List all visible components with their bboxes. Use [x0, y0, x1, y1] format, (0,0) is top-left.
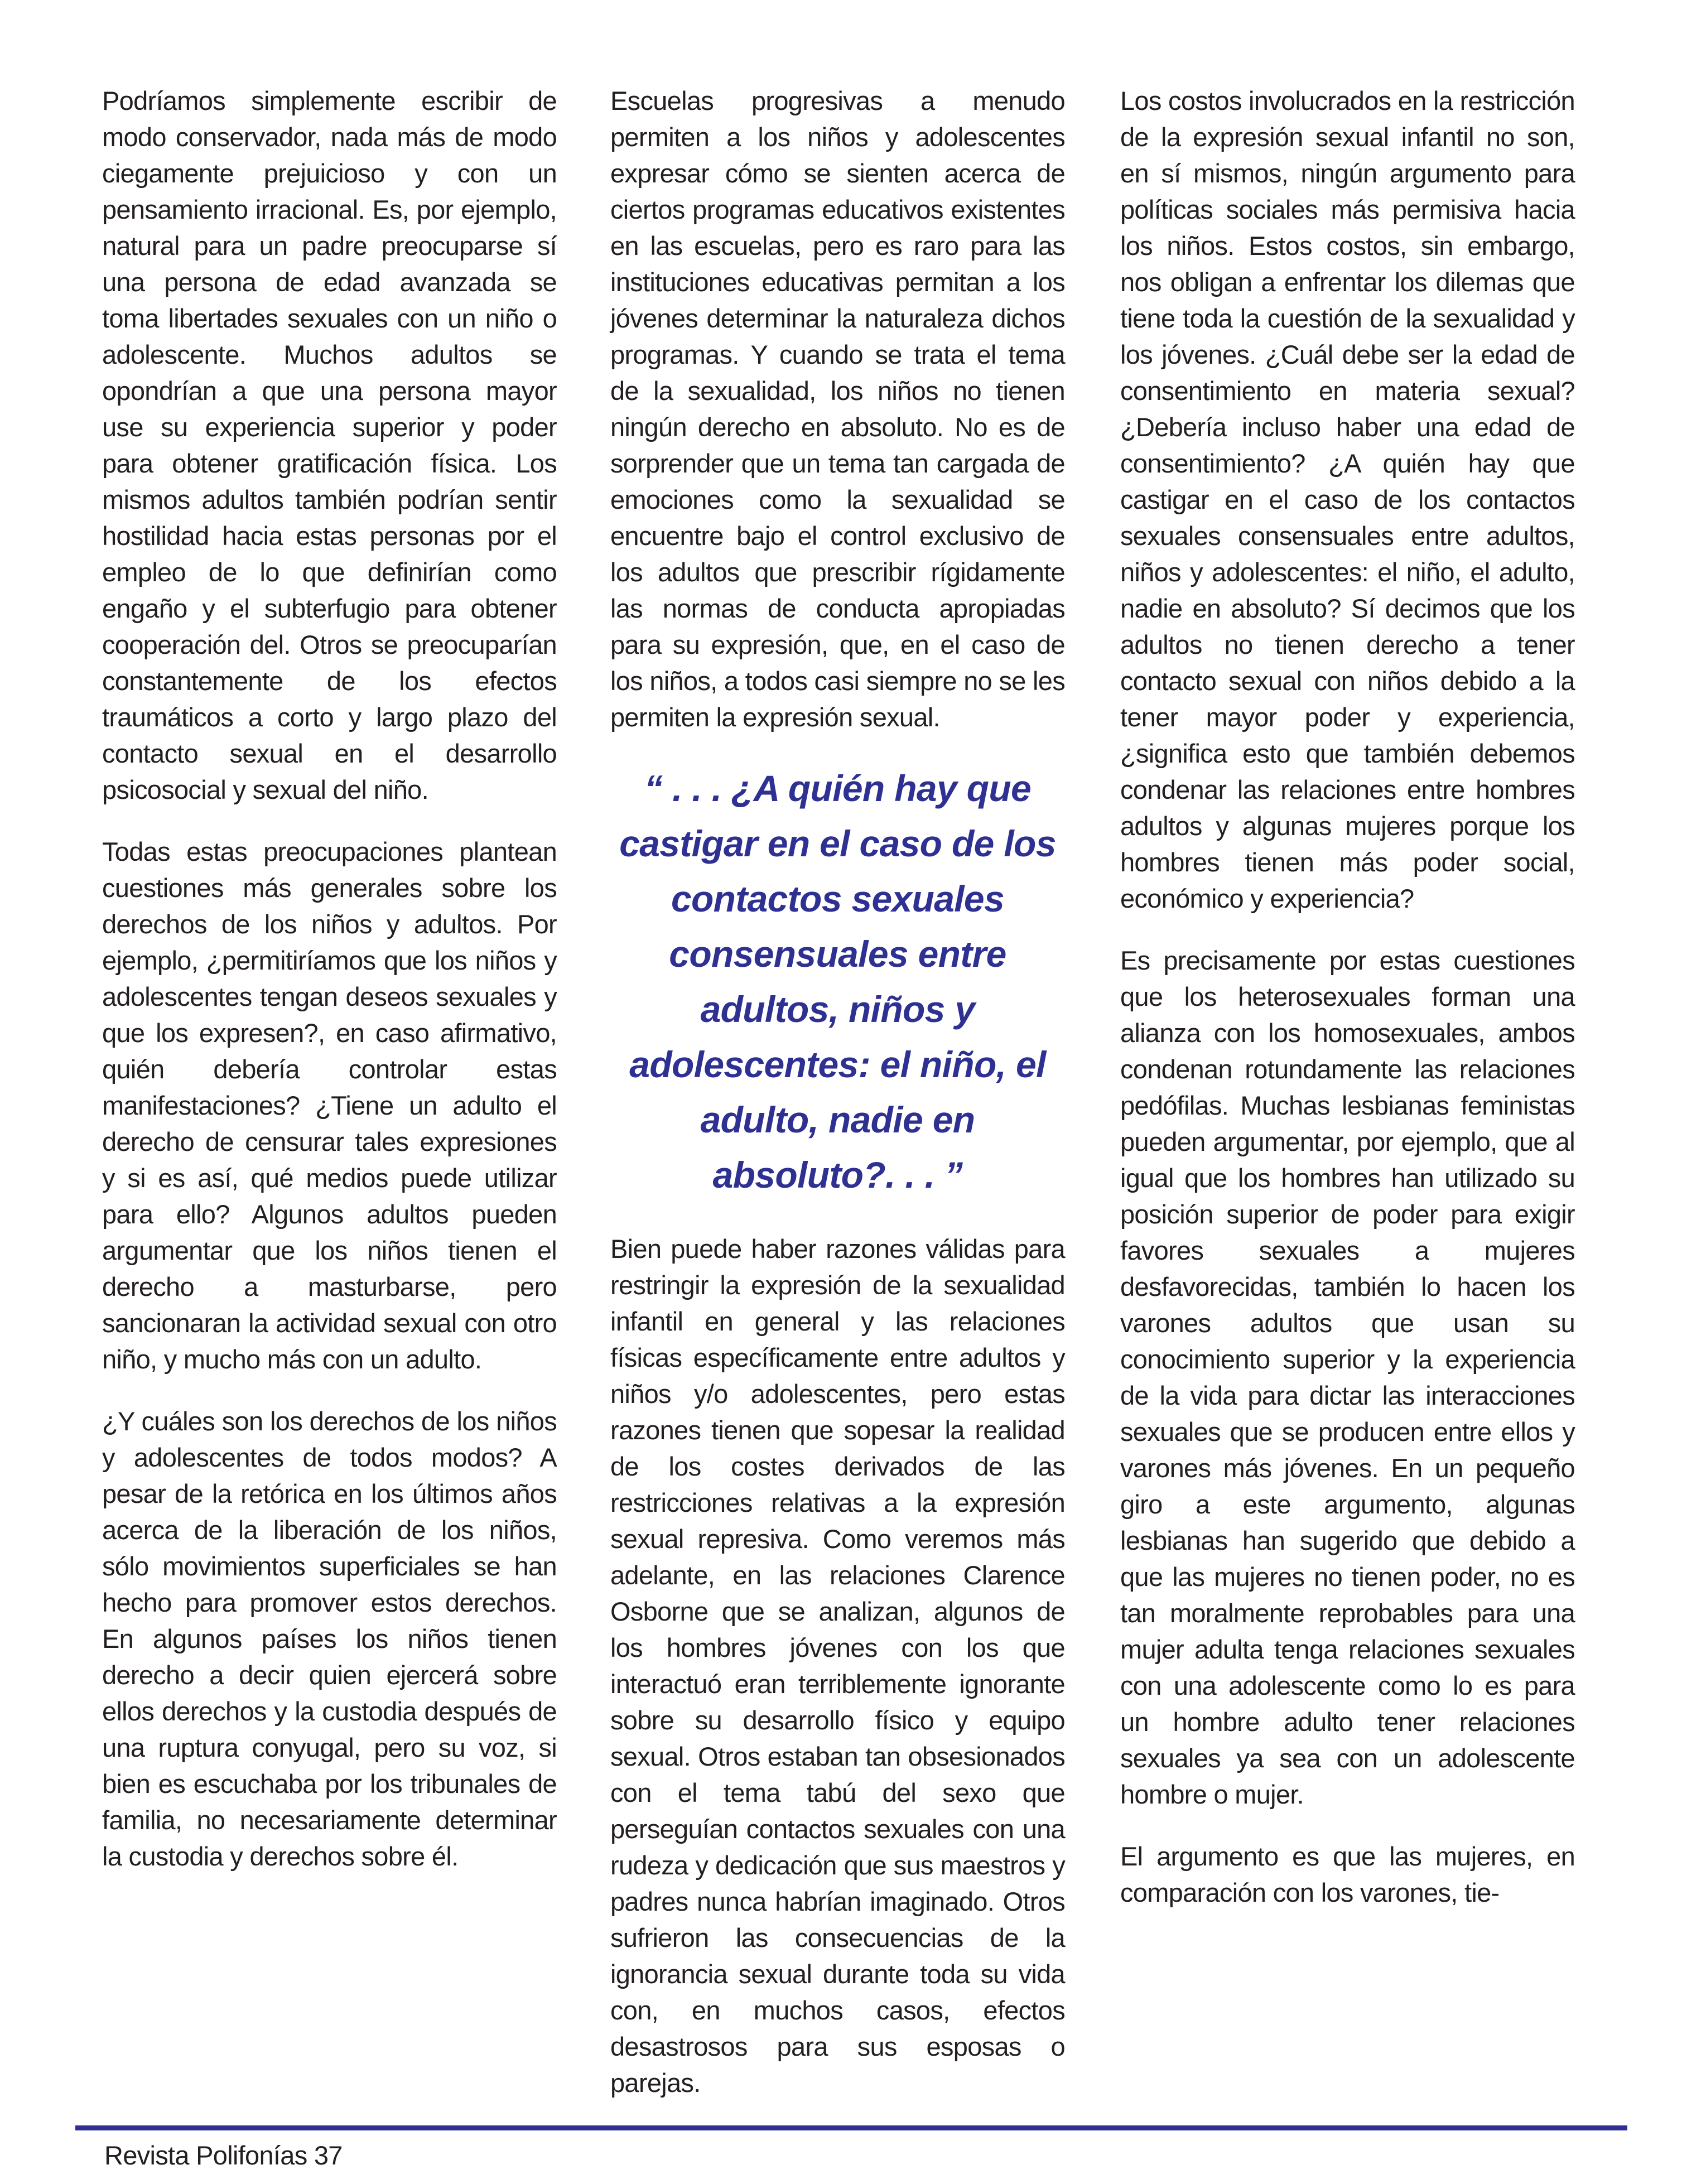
- pull-quote: “ . . . ¿A quién hay que castigar en el caso de los contactos sexuales consensuales entre adultos, niños y adolescentes: el niño, el adulto, nadie en absoluto?. . . ”: [619, 768, 1056, 1195]
- column-left: [102, 83, 557, 1900]
- paragraph: Es precisamente por estas cuestiones que los heterosexuales forman una alianza con los homosexuales, ambos condenan rotundamente las relaciones pedófilas. Muchas lesbianas feministas pueden argumentar, por ejemplo, que al igual que los hombres han utilizado su posición superior de poder para exigir favores sexuales a mujeres desfavorecidas, también lo hacen los varones adultos que usan su conocimiento superior y la experiencia de la vida para dictar las interacciones sexuales que se producen entre ellos y varones más jóvenes. En un pequeño giro a este argumento, algunas lesbianas han sugerido que debido a que las mujeres no tienen poder, no es tan moralmente reprobables para una mujer adulta tenga relaciones sexuales con una adolescente como lo es para un hombre adulto tener relaciones sexuales ya sea con un adolescente hombre o mujer.: [1120, 946, 1575, 1809]
- paragraph: ¿Y cuáles son los derechos de los niños y adolescentes de todos modos? A pesar de la retórica en los últimos años acerca de la liberación de los niños, sólo movimientos superficiales se han hecho para promover estos derechos. En algunos países los niños tienen derecho a decir quien ejercerá sobre ellos derechos y la custodia después de una ruptura conyugal, pero su voz, si bien es escuchaba por los tribunales de familia, no necesariamente determinar la custodia y derechos sobre él.: [102, 1406, 557, 1871]
- footer-rule: [75, 2125, 1627, 2130]
- column-middle: [610, 83, 1065, 2127]
- paragraph: Todas estas preocupaciones plantean cuestiones más generales sobre los derechos de los niños y adultos. Por ejemplo, ¿permitiríamos que los niños y adolescentes tengan deseos sexuales y que los expresen?, en caso afirmativo, quién debería controlar estas manifestaciones? ¿Tiene un adulto el derecho de censurar tales expresiones y si es así, qué medios puede utilizar para ello? Algunos adultos pueden argumentar que los niños tienen el derecho a masturbarse, pero sancionaran la actividad sexual con otro niño, y mucho más con un adulto.: [102, 837, 557, 1374]
- column-right: [1120, 83, 1575, 1936]
- footer-page-label: Revista Polifonías 37: [104, 2140, 343, 2170]
- paragraph: El argumento es que las mujeres, en comparación con los varones, tie-: [1120, 1841, 1575, 1907]
- paragraph: Bien puede haber razones válidas para restringir la expresión de la sexualidad infantil en general y las relaciones físicas específicamente entre adultos y niños y/o adolescentes, pero estas razones tienen que sopesar la realidad de los costes derivados de las restricciones relativas a la expresión sexual represiva. Como veremos más adelante, en las relaciones Clarence Osborne que se analizan, algunos de los hombres jóvenes con los que interactuó eran terriblemente ignorante sobre su desarrollo físico y equipo sexual. Otros estaban tan obsesionados con el tema tabú del sexo que perseguían contactos sexuales con una rudeza y dedicación que sus maestros y padres nunca habrían imaginado. Otros sufrieron las consecuencias de la ignorancia sexual durante toda su vida con, en muchos casos, efectos desastrosos para sus esposas o parejas.: [610, 1234, 1065, 2098]
- paragraph: Escuelas progresivas a menudo permiten a los niños y adolescentes expresar cómo se sienten acerca de ciertos programas educativos existentes en las escuelas, pero es raro para las instituciones educativas permitan a los jóvenes determinar la naturaleza dichos programas. Y cuando se trata el tema de la sexualidad, los niños no tienen ningún derecho en absoluto. No es de sorprender que un tema tan cargada de emociones como la sexualidad se encuentre bajo el control exclusivo de los adultos que prescribir rígidamente las normas de conducta apropiadas para su expresión, que, en el caso de los niños, a todos casi siempre no se les permiten la expresión sexual.: [610, 86, 1065, 732]
- paragraph: Los costos involucrados en la restricción de la expresión sexual infantil no son, en sí mismos, ningún argumento para políticas sociales más permisiva hacia los niños. Estos costos, sin embargo, nos obligan a enfrentar los dilemas que tiene toda la cuestión de la sexualidad y los jóvenes. ¿Cuál debe ser la edad de consentimiento en materia sexual? ¿Debería incluso haber una edad de consentimiento? ¿A quién hay que castigar en el caso de los contactos sexuales consensuales entre adultos, niños y adolescentes: el niño, el adulto, nadie en absoluto? Sí decimos que los adultos no tienen derecho a tener contacto sexual con niños debido a la tener mayor poder y experiencia, ¿significa esto que también debemos condenar las relaciones entre hombres adultos y algunas mujeres porque los hombres tienen más poder social, económico y experiencia?: [1120, 86, 1575, 913]
- paragraph: Podríamos simplemente escribir de modo conservador, nada más de modo ciegamente prejuicioso y con un pensamiento irracional. Es, por ejemplo, natural para un padre preocuparse sí una persona de edad avanzada se toma libertades sexuales con un niño o adolescente. Muchos adultos se opondrían a que una persona mayor use su experiencia superior y poder para obtener gratificación física. Los mismos adultos también podrían sentir hostilidad hacia estas personas por el empleo de lo que definirían como engaño y el subterfugio para obtener cooperación del. Otros se preocuparían constantemente de los efectos traumáticos a corto y largo plazo del contacto sexual en el desarrollo psicosocial y sexual del niño.: [102, 86, 557, 804]
